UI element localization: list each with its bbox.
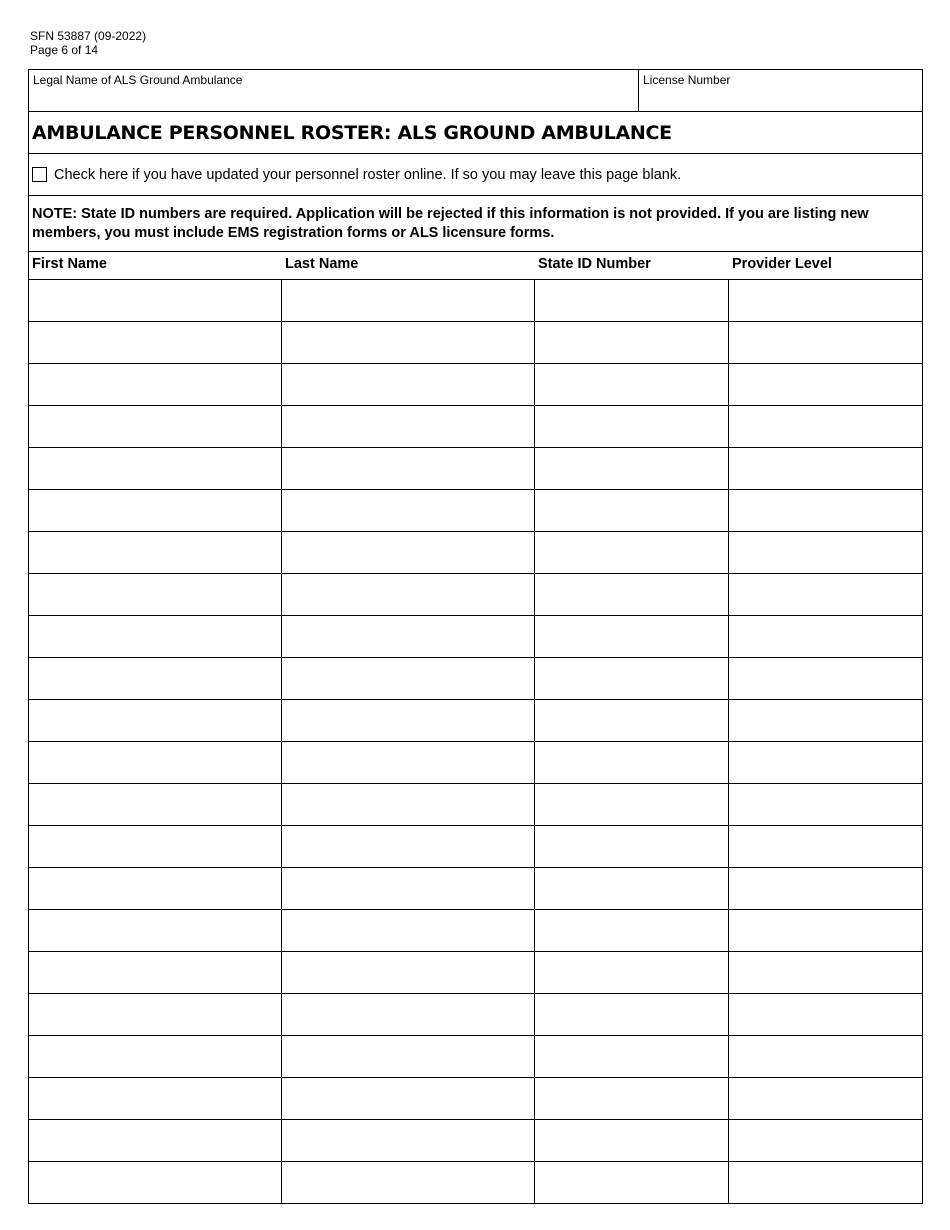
table-row <box>29 742 922 784</box>
online-update-label: Check here if you have updated your personnel roster online. If so you may leave this page blank. <box>54 166 682 183</box>
provider-level-cell[interactable] <box>729 532 922 573</box>
section-title: AMBULANCE PERSONNEL ROSTER: ALS GROUND AMBULANCE <box>32 121 672 144</box>
state-id-cell[interactable] <box>535 448 729 489</box>
table-row <box>29 532 922 574</box>
section-title-row <box>29 112 922 154</box>
first-name-cell[interactable] <box>29 616 282 657</box>
first-name-cell[interactable] <box>29 1162 282 1203</box>
last-name-cell[interactable] <box>282 364 535 405</box>
page-indicator: Page 6 of 14 <box>30 43 99 57</box>
last-name-cell[interactable] <box>282 742 535 783</box>
state-id-cell[interactable] <box>535 616 729 657</box>
roster-form <box>28 69 923 1204</box>
last-name-cell[interactable] <box>282 1120 535 1161</box>
first-name-cell[interactable] <box>29 910 282 951</box>
first-name-cell[interactable] <box>29 658 282 699</box>
state-id-cell[interactable] <box>535 1162 729 1203</box>
provider-level-cell[interactable] <box>729 364 922 405</box>
table-row <box>29 574 922 616</box>
state-id-cell[interactable] <box>535 574 729 615</box>
state-id-cell[interactable] <box>535 490 729 531</box>
first-name-cell[interactable] <box>29 280 282 321</box>
first-name-cell[interactable] <box>29 406 282 447</box>
provider-level-cell[interactable] <box>729 742 922 783</box>
online-update-checkbox[interactable] <box>32 167 47 182</box>
provider-level-cell[interactable] <box>729 448 922 489</box>
last-name-cell[interactable] <box>282 406 535 447</box>
state-id-cell[interactable] <box>535 364 729 405</box>
table-row <box>29 826 922 868</box>
last-name-cell[interactable] <box>282 910 535 951</box>
note-row <box>29 196 922 252</box>
provider-level-cell[interactable] <box>729 574 922 615</box>
ambulance-info-row <box>29 70 922 112</box>
state-id-cell[interactable] <box>535 700 729 741</box>
last-name-cell[interactable] <box>282 658 535 699</box>
last-name-cell[interactable] <box>282 322 535 363</box>
provider-level-cell[interactable] <box>729 658 922 699</box>
table-row <box>29 280 922 322</box>
provider-level-cell[interactable] <box>729 1162 922 1203</box>
state-id-cell[interactable] <box>535 1078 729 1119</box>
state-id-cell[interactable] <box>535 784 729 825</box>
last-name-cell[interactable] <box>282 1078 535 1119</box>
state-id-cell[interactable] <box>535 658 729 699</box>
provider-level-cell[interactable] <box>729 994 922 1035</box>
state-id-cell[interactable] <box>535 742 729 783</box>
column-header-provider-level: Provider Level <box>732 256 832 272</box>
license-number-field[interactable] <box>639 70 922 111</box>
legal-name-label: Legal Name of ALS Ground Ambulance <box>33 73 243 87</box>
first-name-cell[interactable] <box>29 784 282 825</box>
first-name-cell[interactable] <box>29 868 282 909</box>
last-name-cell[interactable] <box>282 868 535 909</box>
state-id-cell[interactable] <box>535 406 729 447</box>
state-id-cell[interactable] <box>535 952 729 993</box>
last-name-cell[interactable] <box>282 1162 535 1203</box>
provider-level-cell[interactable] <box>729 700 922 741</box>
table-row <box>29 1162 922 1203</box>
legal-name-field[interactable] <box>29 70 639 111</box>
first-name-cell[interactable] <box>29 574 282 615</box>
state-id-cell[interactable] <box>535 994 729 1035</box>
state-id-cell[interactable] <box>535 1036 729 1077</box>
first-name-cell[interactable] <box>29 994 282 1035</box>
table-row <box>29 616 922 658</box>
table-row <box>29 1120 922 1162</box>
last-name-cell[interactable] <box>282 532 535 573</box>
table-row <box>29 658 922 700</box>
table-row <box>29 364 922 406</box>
last-name-cell[interactable] <box>282 616 535 657</box>
state-id-cell[interactable] <box>535 532 729 573</box>
last-name-cell[interactable] <box>282 784 535 825</box>
state-id-cell[interactable] <box>535 1120 729 1161</box>
provider-level-cell[interactable] <box>729 952 922 993</box>
provider-level-cell[interactable] <box>729 784 922 825</box>
table-row <box>29 952 922 994</box>
column-header-first-name: First Name <box>32 256 107 272</box>
column-header-state-id: State ID Number <box>538 256 651 272</box>
provider-level-cell[interactable] <box>729 1120 922 1161</box>
table-row <box>29 1078 922 1120</box>
provider-level-cell[interactable] <box>729 1036 922 1077</box>
first-name-cell[interactable] <box>29 1078 282 1119</box>
form-identifier <box>30 29 146 57</box>
last-name-cell[interactable] <box>282 1036 535 1077</box>
column-header-last-name: Last Name <box>285 256 359 272</box>
roster-header-row <box>29 252 922 280</box>
first-name-cell[interactable] <box>29 322 282 363</box>
provider-level-cell[interactable] <box>729 280 922 321</box>
table-row <box>29 784 922 826</box>
last-name-cell[interactable] <box>282 700 535 741</box>
state-id-cell[interactable] <box>535 868 729 909</box>
table-row <box>29 994 922 1036</box>
state-id-cell[interactable] <box>535 910 729 951</box>
provider-level-cell[interactable] <box>729 406 922 447</box>
last-name-cell[interactable] <box>282 448 535 489</box>
last-name-cell[interactable] <box>282 490 535 531</box>
first-name-cell[interactable] <box>29 952 282 993</box>
first-name-cell[interactable] <box>29 700 282 741</box>
first-name-cell[interactable] <box>29 1120 282 1161</box>
form-number: SFN 53887 (09-2022) <box>30 29 147 43</box>
state-id-cell[interactable] <box>535 322 729 363</box>
last-name-cell[interactable] <box>282 994 535 1035</box>
first-name-cell[interactable] <box>29 364 282 405</box>
last-name-cell[interactable] <box>282 280 535 321</box>
provider-level-cell[interactable] <box>729 616 922 657</box>
table-row <box>29 322 922 364</box>
state-id-note: NOTE: State ID numbers are required. Application will be rejected if this information is not provided. If you are listing new members, you must include EMS registration forms or ALS licensure forms. <box>32 206 869 241</box>
first-name-cell[interactable] <box>29 1036 282 1077</box>
provider-level-cell[interactable] <box>729 490 922 531</box>
last-name-cell[interactable] <box>282 826 535 867</box>
table-row <box>29 448 922 490</box>
online-update-row <box>29 154 922 196</box>
provider-level-cell[interactable] <box>729 826 922 867</box>
last-name-cell[interactable] <box>282 952 535 993</box>
table-row <box>29 910 922 952</box>
last-name-cell[interactable] <box>282 574 535 615</box>
first-name-cell[interactable] <box>29 490 282 531</box>
provider-level-cell[interactable] <box>729 868 922 909</box>
provider-level-cell[interactable] <box>729 322 922 363</box>
table-row <box>29 490 922 532</box>
first-name-cell[interactable] <box>29 826 282 867</box>
roster-table <box>29 280 922 1203</box>
first-name-cell[interactable] <box>29 532 282 573</box>
provider-level-cell[interactable] <box>729 1078 922 1119</box>
first-name-cell[interactable] <box>29 742 282 783</box>
license-number-label: License Number <box>643 73 731 87</box>
state-id-cell[interactable] <box>535 826 729 867</box>
provider-level-cell[interactable] <box>729 910 922 951</box>
table-row <box>29 1036 922 1078</box>
state-id-cell[interactable] <box>535 280 729 321</box>
table-row <box>29 406 922 448</box>
table-row <box>29 868 922 910</box>
table-row <box>29 700 922 742</box>
first-name-cell[interactable] <box>29 448 282 489</box>
